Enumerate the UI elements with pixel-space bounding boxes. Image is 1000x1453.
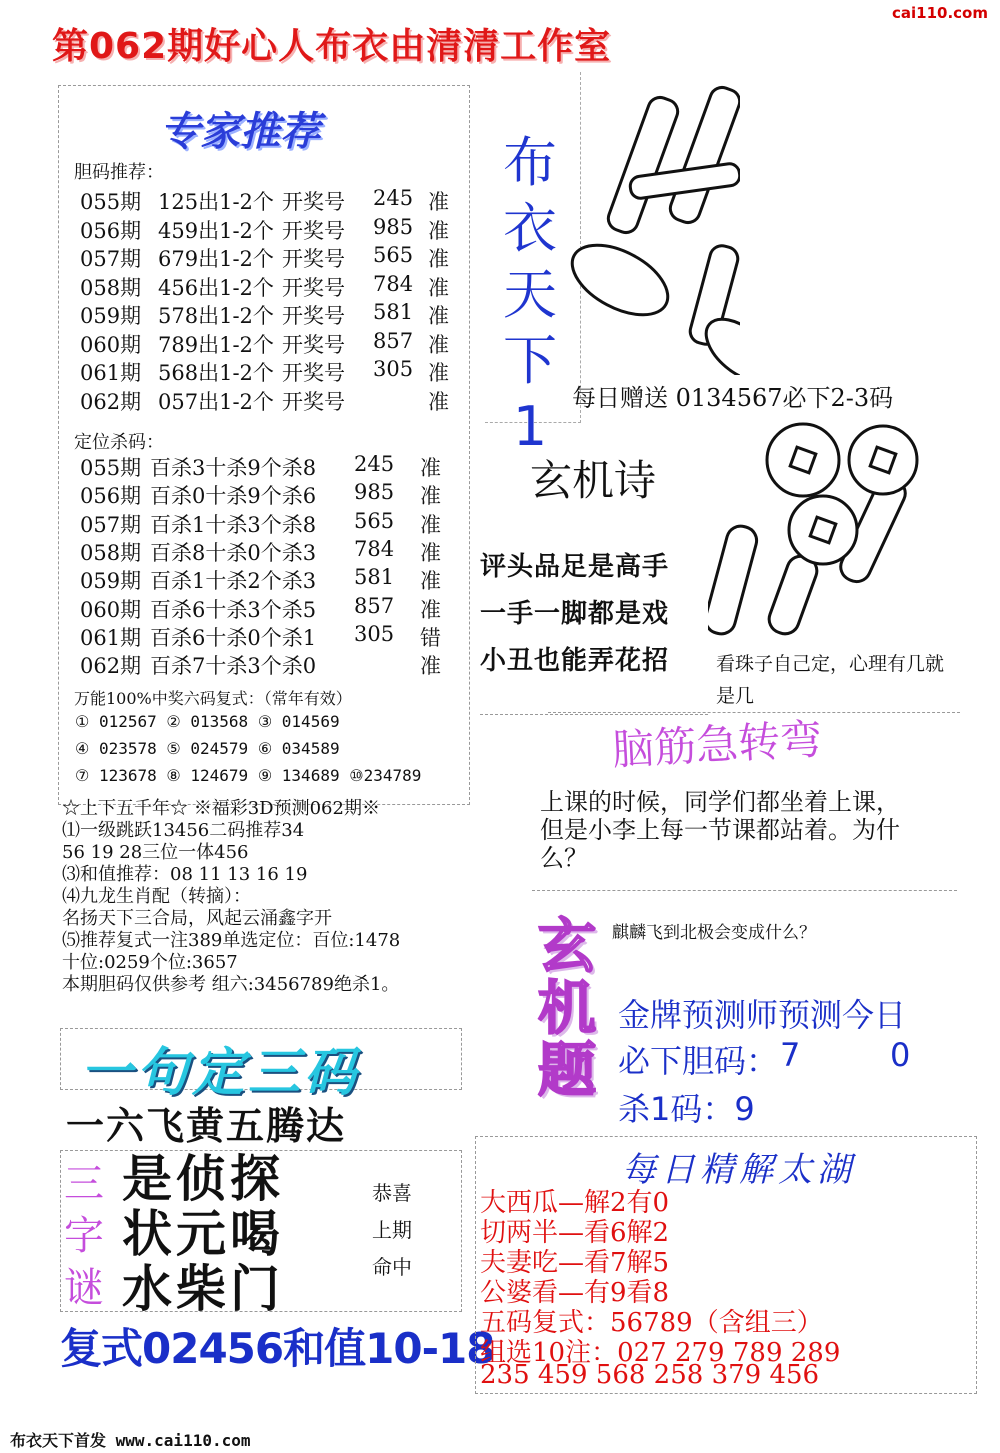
- poem-line: 评头品足是高手: [480, 552, 670, 582]
- kill-result: 准: [420, 484, 441, 509]
- six-code-row: ⑦ 123678 ⑧ 124679 ⑨ 134689 ⑩234789: [75, 766, 422, 785]
- dan-result: 准: [428, 247, 449, 271]
- forecast-text: ☆上下五千年☆ ※福彩3D预测062期※ ⑴一级跳跃13456二码推荐34 56 19 28三位一体456 ⑶和值推荐：08 11 13 16 19 ⑷九龙生肖配（转摘）： 名扬天下三合局，风起云涌鑫字开 ⑸推荐复式一注389单选定位：百位:1478 十位:0259个位:3657 本期胆码仅供参考 组六:3456789绝杀1。: [62, 798, 401, 995]
- poem-line: 一手一脚都是戏: [480, 599, 670, 629]
- kill-rec: 百杀6十杀3个杀5: [150, 597, 317, 622]
- six-code-label: 万能100%中奖六码复式：（常年有效）: [74, 689, 352, 708]
- kill-rec: 百杀8十杀0个杀3: [150, 540, 317, 565]
- kill-num: 305: [354, 621, 395, 646]
- kill-period: 057期: [80, 512, 142, 537]
- dan-result: 准: [428, 218, 449, 243]
- taihu-line: 公婆看—有9看8: [480, 1278, 670, 1308]
- dan-period: 060期: [80, 332, 142, 357]
- dan-result: 准: [428, 304, 449, 328]
- tiles-illustration: [560, 75, 740, 375]
- poem-title: 玄机诗: [530, 456, 657, 505]
- kill-period: 056期: [80, 484, 142, 509]
- coins-illustration: [708, 415, 948, 640]
- six-code-row: ④ 023578 ⑤ 024579 ⑥ 034589: [75, 739, 340, 758]
- xuanji-question: 麒麟飞到北极会变成什么？: [612, 923, 816, 943]
- dan-result: 准: [428, 361, 449, 385]
- six-code-row: ① 012567 ② 013568 ③ 014569: [75, 712, 340, 731]
- kill-label: 定位杀码：: [74, 432, 164, 453]
- taihu-line: 五码复式：56789（含组三）: [480, 1308, 823, 1338]
- dan-result: 准: [428, 275, 449, 300]
- brain-title: 脑筋急转弯: [610, 714, 824, 775]
- xuanji-divider: [532, 890, 957, 891]
- dan-period: 059期: [80, 304, 142, 328]
- kill-rec: 百杀6十杀0个杀1: [150, 625, 317, 650]
- dan-result: 准: [428, 389, 449, 414]
- gold-dan-a: 7: [780, 1036, 801, 1074]
- kill-period: 062期: [80, 654, 142, 679]
- dan-period: 058期: [80, 275, 142, 300]
- dan-draw-label: 开奖号: [282, 218, 345, 243]
- xuanji-vertical-title: 玄机题: [538, 912, 597, 1104]
- kill-result: 准: [420, 512, 441, 537]
- dan-period: 057期: [80, 247, 142, 271]
- taihu-title: 每日精解太湖: [622, 1150, 856, 1190]
- kill-num: 581: [354, 565, 395, 590]
- dan-period: 056期: [80, 218, 142, 243]
- dan-num: 857: [373, 328, 414, 353]
- dan-rec: 456出1-2个: [158, 275, 274, 300]
- dan-num: 784: [373, 271, 414, 296]
- dan-num: 985: [373, 214, 414, 239]
- kill-num: 985: [354, 480, 395, 505]
- dan-num: 305: [373, 357, 414, 381]
- dan-num: 245: [373, 186, 414, 210]
- kill-period: 055期: [80, 456, 142, 480]
- dan-rec: 578出1-2个: [158, 304, 274, 328]
- gold-kill-line: [618, 1084, 755, 1130]
- taihu-line: 235 459 568 258 379 456: [480, 1360, 820, 1390]
- kill-result: 准: [420, 569, 441, 594]
- riddle-vertical-title: 三字谜: [64, 1161, 104, 1311]
- kill-rec: 百杀3十杀9个杀8: [150, 456, 317, 480]
- dan-draw-label: 开奖号: [282, 389, 345, 414]
- kill-num: 565: [354, 508, 395, 533]
- gold-kill-label: 杀1码：: [618, 1090, 735, 1128]
- dingsan-line: 一六飞黄五腾达: [66, 1104, 347, 1148]
- dan-result: 准: [428, 332, 449, 357]
- dan-period: 062期: [80, 389, 142, 414]
- kill-result: 准: [420, 456, 441, 480]
- dan-rec: 057出1-2个: [158, 389, 274, 414]
- kill-rec: 百杀7十杀3个杀0: [150, 654, 317, 679]
- dan-rec: 789出1-2个: [158, 332, 274, 357]
- dan-period: 055期: [80, 190, 142, 214]
- kill-result: 错: [420, 625, 441, 650]
- poem-note: 看珠子自己定，心理有几就是几: [716, 653, 945, 707]
- dan-result: 准: [428, 190, 449, 214]
- daily-gift: 每日赠送 0134567必下2-3码: [572, 384, 894, 412]
- dan-draw-label: 开奖号: [282, 361, 345, 385]
- gold-dan-line: [618, 1036, 911, 1082]
- kill-result: 准: [420, 654, 441, 679]
- site-url[interactable]: cai110.com: [892, 4, 988, 22]
- kill-num: 784: [354, 536, 395, 561]
- kill-period: 060期: [80, 597, 142, 622]
- page-title: 第062期好心人布衣由清清工作室: [52, 26, 612, 67]
- kill-result: 准: [420, 540, 441, 565]
- kill-num: 857: [354, 593, 395, 618]
- brain-question: 上课的时候，同学们都坐着上课，但是小李上每一节课都站着。为什么？: [540, 788, 900, 872]
- dan-rec: 125出1-2个: [158, 190, 274, 214]
- riddle-hit-note: 恭喜上期命中: [372, 1181, 412, 1279]
- gold-predict-line: 金牌预测师预测今日: [618, 996, 907, 1034]
- kill-rec: 百杀1十杀2个杀3: [150, 569, 317, 594]
- dan-draw-label: 开奖号: [282, 247, 345, 271]
- riddle-words: [122, 1150, 354, 1318]
- dingsan-heading: 一句定三码: [80, 1042, 361, 1103]
- dan-rec: 679出1-2个: [158, 247, 274, 271]
- dan-label: 胆码推荐：: [74, 162, 164, 183]
- riddle-word: 是侦探: [122, 1150, 284, 1208]
- gold-kill-num: 9: [734, 1090, 755, 1128]
- dan-num: 565: [373, 243, 414, 267]
- kill-result: 准: [420, 597, 441, 622]
- buyi-vertical-title: 布衣天下1: [503, 131, 557, 458]
- gold-dan-label: 必下胆码：: [618, 1042, 779, 1080]
- dan-rec: 459出1-2个: [158, 218, 274, 243]
- kill-period: 059期: [80, 569, 142, 594]
- dan-rec: 568出1-2个: [158, 361, 274, 385]
- riddle-word: 状元喝: [122, 1205, 284, 1263]
- taihu-line: 组选10注：027 279 789 289: [480, 1338, 841, 1368]
- dan-num: 581: [373, 300, 414, 324]
- kill-period: 058期: [80, 540, 142, 565]
- poem-line: 小丑也能弄花招: [480, 646, 670, 676]
- fushi-line: 复式02456和值10-18: [60, 1324, 495, 1373]
- taihu-line: 切两半—看6解2: [480, 1218, 670, 1248]
- dan-draw-label: 开奖号: [282, 332, 345, 357]
- kill-num: 245: [354, 452, 395, 476]
- kill-rec: 百杀0十杀9个杀6: [150, 484, 317, 509]
- kill-period: 061期: [80, 625, 142, 650]
- dan-draw-label: 开奖号: [282, 190, 345, 214]
- kill-rec: 百杀1十杀3个杀8: [150, 512, 317, 537]
- riddle-word: 水柴门: [122, 1260, 284, 1318]
- gold-dan-b: 0: [890, 1036, 911, 1074]
- dan-draw-label: 开奖号: [282, 275, 345, 300]
- dan-draw-label: 开奖号: [282, 304, 345, 328]
- taihu-line: 大西瓜—解2有0: [480, 1188, 670, 1218]
- dan-period: 061期: [80, 361, 142, 385]
- expert-heading: 专家推荐: [160, 109, 320, 155]
- footer-credit: 布衣天下首发 www.cai110.com: [10, 1431, 251, 1450]
- taihu-line: 夫妻吃—看7解5: [480, 1248, 670, 1278]
